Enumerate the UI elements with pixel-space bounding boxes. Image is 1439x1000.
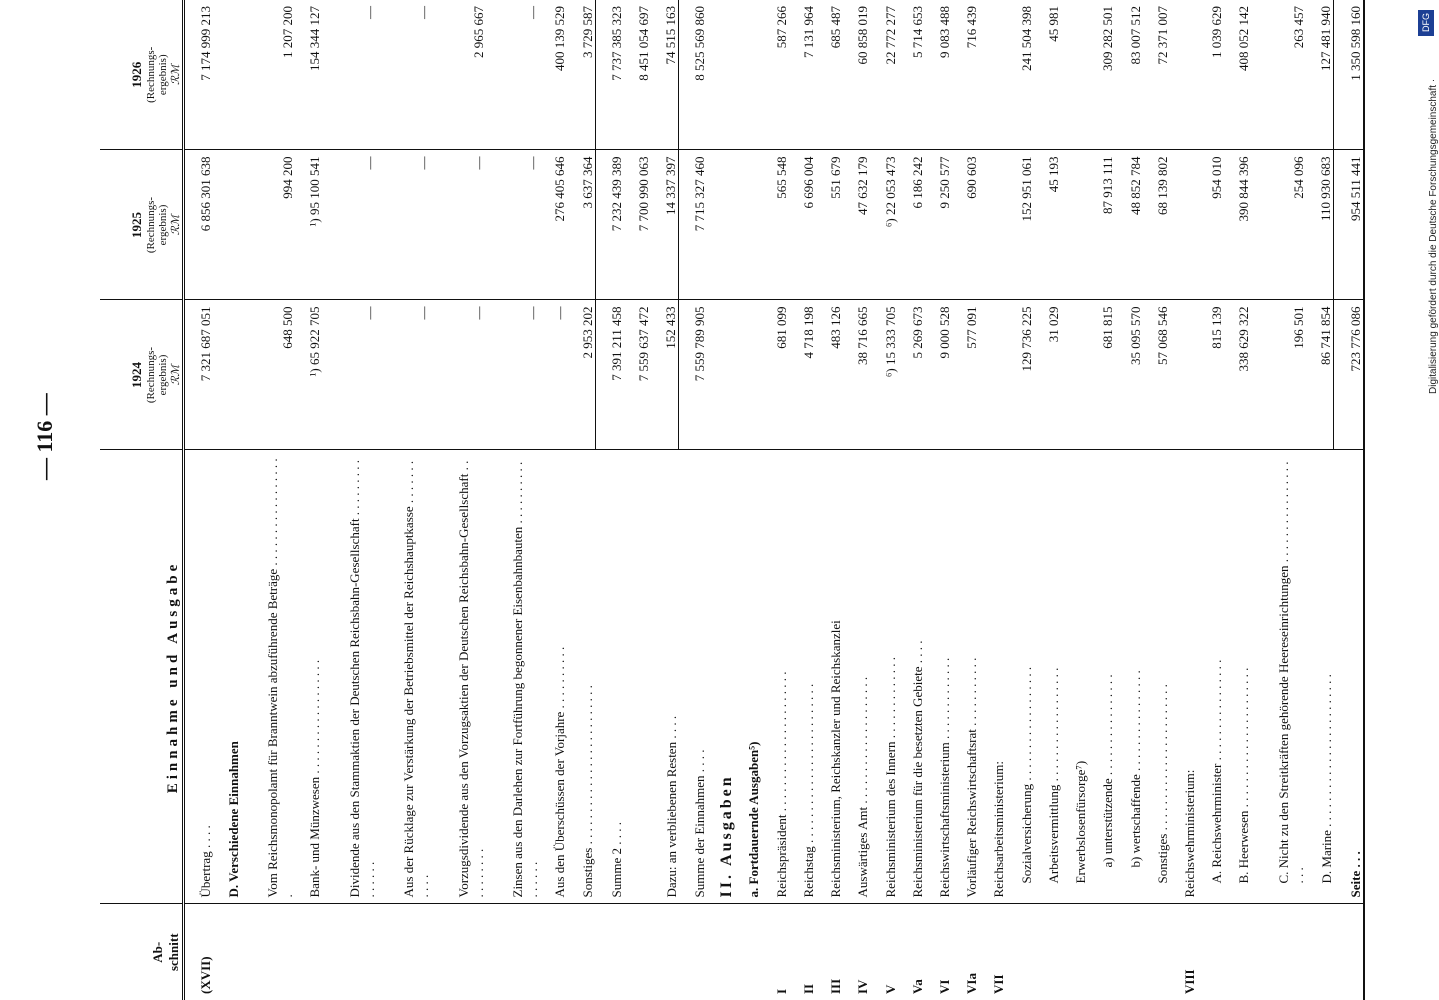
abschnitt-cell [1251, 904, 1305, 1000]
description-cell: a. Fortdauernde Ausgaben⁵) [734, 450, 761, 904]
value-cell-1924: — [540, 300, 567, 450]
abschnitt-cell [624, 904, 651, 1000]
table-row [952, 0, 979, 1000]
value-cell-1925: 565 548 [761, 150, 788, 300]
abschnitt-cell [595, 904, 623, 1000]
value-cell-1925: 390 844 396 [1224, 150, 1251, 300]
value-cell-1926: 263 457 [1251, 0, 1305, 150]
value-cell-1924: 5 269 673 [898, 300, 925, 450]
value-cell-1926: 22 772 277 [870, 0, 897, 150]
abschnitt-cell [1088, 904, 1115, 1000]
table-row [540, 0, 567, 1000]
value-cell-1925: 48 852 784 [1115, 150, 1142, 300]
value-cell-1924: 483 126 [816, 300, 843, 450]
description-cell: Dividende aus den Stammaktien der Deutschen Reichsbahn-Gesellschaft . . . . . . . . . . . . . . . [322, 450, 376, 904]
value-cell-1926: 8 525 569 860 [679, 0, 707, 150]
description-cell: Arbeitsvermittlung . . . . . . . . . . . . . . . . . . [1034, 450, 1061, 904]
description-cell: Summe 2 . . . . [595, 450, 623, 904]
value-cell-1926: 45 981 [1034, 0, 1061, 150]
year-sub: (Rechnungs- ergebnis) [145, 346, 169, 404]
table-row [213, 0, 240, 1000]
abschnitt-cell [431, 904, 485, 1000]
table-row [322, 0, 376, 1000]
table-row [816, 0, 843, 1000]
value-cell-1926: — [377, 0, 431, 150]
description-cell: Reichsarbeitsministerium: [979, 450, 1006, 904]
value-cell-1924 [1170, 300, 1197, 450]
value-cell-1926: 72 371 007 [1143, 0, 1170, 150]
value-cell-1924: 681 815 [1088, 300, 1115, 450]
value-cell-1925: ¹) 95 100 541 [295, 150, 322, 300]
value-cell-1926: 716 439 [952, 0, 979, 150]
currency-label: ℛℳ [170, 364, 182, 386]
description-cell: Auswärtiges Amt . . . . . . . . . . . . . . . . . . . . [843, 450, 870, 904]
description-cell: Aus der Rücklage zur Verstärkung der Betriebsmittel der Reichshauptkasse . . . . . . . . . . . [377, 450, 431, 904]
description-cell: Vom Reichsmonopolamt für Branntwein abzuführende Beträge . . . . . . . . . . . . . . . . . . [241, 450, 295, 904]
header-description: Einnahme und Ausgabe [100, 450, 184, 904]
value-cell-1926 [213, 0, 240, 150]
digitization-credit: Digitalisierung gefördert durch die Deutsche Forschungsgemeinschaft · [1428, 78, 1439, 394]
value-cell-1925: 7 232 439 389 [595, 150, 623, 300]
description-cell: B. Heerwesen . . . . . . . . . . . . . . . . . . . . . . [1224, 450, 1251, 904]
value-cell-1925: 551 679 [816, 150, 843, 300]
value-cell-1926 [707, 0, 734, 150]
value-cell-1926: 241 504 398 [1006, 0, 1033, 150]
value-cell-1925 [979, 150, 1006, 300]
value-cell-1924: ⁶) 15 333 705 [870, 300, 897, 450]
value-cell-1925: 954 010 [1197, 150, 1224, 300]
description-cell: Übertrag . . . . [184, 450, 214, 904]
value-cell-1924: 648 500 [241, 300, 295, 450]
value-cell-1926: 7 131 964 [789, 0, 816, 150]
description-cell: b) wertschaffende . . . . . . . . . . . . . . . . [1115, 450, 1142, 904]
value-cell-1925: 9 250 577 [925, 150, 952, 300]
abschnitt-cell [1143, 904, 1170, 1000]
value-cell-1924: 338 629 322 [1224, 300, 1251, 450]
value-cell-1924 [213, 300, 240, 450]
table-row [1334, 0, 1364, 1000]
table-header-row [100, 0, 184, 1000]
value-cell-1925: 87 913 111 [1088, 150, 1115, 300]
value-cell-1924: 57 068 546 [1143, 300, 1170, 450]
value-cell-1924: 35 095 570 [1115, 300, 1142, 450]
description-cell: Sozialversicherung . . . . . . . . . . . . . . . . . . [1006, 450, 1033, 904]
value-cell-1926: — [322, 0, 376, 150]
table-row [1170, 0, 1197, 1000]
value-cell-1924: 2 953 202 [567, 300, 595, 450]
value-cell-1926: 74 515 163 [651, 0, 679, 150]
value-cell-1926: 1 039 629 [1197, 0, 1224, 150]
abschnitt-cell [213, 904, 240, 1000]
description-cell: Seite . . . [1334, 450, 1364, 904]
value-cell-1925: 3 637 364 [567, 150, 595, 300]
value-cell-1924: — [431, 300, 485, 450]
value-cell-1924: 38 716 665 [843, 300, 870, 450]
abschnitt-cell: VIa [964, 973, 980, 994]
value-cell-1926: 154 344 127 [295, 0, 322, 150]
value-cell-1925: 994 200 [241, 150, 295, 300]
value-cell-1925: — [377, 150, 431, 300]
table-row [1306, 0, 1334, 1000]
value-cell-1926: 7 737 385 323 [595, 0, 623, 150]
abschnitt-cell [651, 904, 679, 1000]
value-cell-1926: 7 174 999 213 [184, 0, 214, 150]
description-cell: Reichswirtschaftsministerium . . . . . . . . . . . . . [925, 450, 952, 904]
table-row [843, 0, 870, 1000]
value-cell-1924: 7 321 687 051 [184, 300, 214, 450]
value-cell-1924: 86 741 854 [1306, 300, 1334, 450]
abschnitt-cell [295, 904, 322, 1000]
table-row [624, 0, 651, 1000]
abschnitt-cell [1306, 904, 1334, 1000]
table-body [184, 0, 1365, 1000]
table-row [184, 0, 214, 1000]
abschnitt-cell: IV [855, 979, 871, 994]
abschnitt-cell: VI [936, 979, 952, 994]
table-row [595, 0, 623, 1000]
description-cell: D. Verschiedene Einnahmen [213, 450, 240, 904]
abschnitt-cell [322, 904, 376, 1000]
value-cell-1926 [1170, 0, 1197, 150]
table-row [377, 0, 431, 1000]
abschnitt-cell: II [800, 983, 816, 994]
table-row [486, 0, 540, 1000]
value-cell-1924: — [486, 300, 540, 450]
header-year-1924 [100, 300, 184, 450]
description-cell: Reichsministerium für die besetzten Gebiete . . . . [898, 450, 925, 904]
description-cell: II. Ausgaben [707, 450, 734, 904]
value-cell-1925: 954 511 441 [1334, 150, 1364, 300]
description-cell [624, 450, 651, 904]
value-cell-1925 [213, 150, 240, 300]
currency-label: ℛℳ [170, 64, 182, 86]
value-cell-1926 [734, 0, 761, 150]
description-cell: a) unterstützende . . . . . . . . . . . . . . . . [1088, 450, 1115, 904]
table-row [1224, 0, 1251, 1000]
description-cell: Dazu: an verbliebenen Resten . . . . [651, 450, 679, 904]
value-cell-1925: 47 632 179 [843, 150, 870, 300]
table-row [567, 0, 595, 1000]
description-cell: D. Marine . . . . . . . . . . . . . . . . . . . . . . . . [1306, 450, 1334, 904]
abschnitt-cell [1006, 904, 1033, 1000]
value-cell-1926: 408 052 142 [1224, 0, 1251, 150]
value-cell-1926: 9 083 488 [925, 0, 952, 150]
value-cell-1926: 1 350 598 160 [1334, 0, 1364, 150]
description-cell: Reichsministerium, Reichskanzler und Reichskanzlei [816, 450, 843, 904]
currency-label: ℛℳ [170, 214, 182, 236]
abschnitt-cell: III [828, 978, 844, 994]
value-cell-1925: 6 856 301 638 [184, 150, 214, 300]
abschnitt-cell: VIII [1181, 969, 1197, 994]
description-cell: A. Reichswehrminister . . . . . . . . . . . . . . . . [1197, 450, 1224, 904]
value-cell-1924: 7 559 789 905 [679, 300, 707, 450]
value-cell-1925: 7 715 327 460 [679, 150, 707, 300]
value-cell-1924 [734, 300, 761, 450]
value-cell-1924: 577 091 [952, 300, 979, 450]
value-cell-1925 [1061, 150, 1088, 300]
value-cell-1925: 6 696 004 [789, 150, 816, 300]
value-cell-1924: 9 000 528 [925, 300, 952, 450]
description-cell: Reichspräsident . . . . . . . . . . . . . . . . . . . . . . [761, 450, 788, 904]
value-cell-1926 [979, 0, 1006, 150]
value-cell-1925 [1170, 150, 1197, 300]
description-cell: Sonstiges . . . . . . . . . . . . . . . . . . . . . . . [1143, 450, 1170, 904]
value-cell-1924: 31 029 [1034, 300, 1061, 450]
table-row [1061, 0, 1088, 1000]
value-cell-1926: — [486, 0, 540, 150]
abschnitt-cell [1334, 904, 1364, 1000]
table-row [1197, 0, 1224, 1000]
value-cell-1925: 7 700 990 063 [624, 150, 651, 300]
abschnitt-cell: (XVII) [198, 956, 214, 994]
value-cell-1925 [734, 150, 761, 300]
table-row [679, 0, 707, 1000]
abschnitt-cell [707, 904, 734, 1000]
value-cell-1925: — [322, 150, 376, 300]
value-cell-1926: 400 139 529 [540, 0, 567, 150]
description-cell: Vorläufiger Reichswirtschaftsrat . . . . . . . . . . . [952, 450, 979, 904]
abschnitt-cell [377, 904, 431, 1000]
value-cell-1925: 276 405 646 [540, 150, 567, 300]
value-cell-1924: 681 099 [761, 300, 788, 450]
abschnitt-cell [1224, 904, 1251, 1000]
value-cell-1924: ¹) 65 922 705 [295, 300, 322, 450]
budget-table-container [100, 0, 1365, 1000]
page-number: — 116 — [32, 393, 57, 480]
abschnitt-cell: V [882, 984, 898, 994]
value-cell-1924: 152 433 [651, 300, 679, 450]
abschnitt-cell [1034, 904, 1061, 1000]
value-cell-1924 [1061, 300, 1088, 450]
table-row [651, 0, 679, 1000]
value-cell-1924 [979, 300, 1006, 450]
table-row [1143, 0, 1170, 1000]
value-cell-1924: 815 139 [1197, 300, 1224, 450]
abschnitt-cell [1061, 904, 1088, 1000]
table-row [734, 0, 761, 1000]
budget-table [100, 0, 1365, 1000]
value-cell-1924: 196 501 [1251, 300, 1305, 450]
table-row [1034, 0, 1061, 1000]
abschnitt-cell [486, 904, 540, 1000]
year-sub: (Rechnungs- ergebnis) [145, 196, 169, 254]
table-row [295, 0, 322, 1000]
description-cell: Bank- und Münzwesen . . . . . . . . . . . . . . . . . . [295, 450, 322, 904]
value-cell-1925: 254 096 [1251, 150, 1305, 300]
description-cell: Aus den Überschüssen der Vorjahre . . . . . . . . . . [540, 450, 567, 904]
table-row [870, 0, 897, 1000]
table-row [431, 0, 485, 1000]
value-cell-1926: 1 207 200 [241, 0, 295, 150]
value-cell-1926: 309 282 501 [1088, 0, 1115, 150]
header-year-1926 [100, 0, 184, 150]
value-cell-1925: — [431, 150, 485, 300]
table-row [1251, 0, 1305, 1000]
value-cell-1925: 152 951 061 [1006, 150, 1033, 300]
value-cell-1924: — [377, 300, 431, 450]
value-cell-1925 [707, 150, 734, 300]
value-cell-1926: 8 451 054 697 [624, 0, 651, 150]
value-cell-1926: 83 007 512 [1115, 0, 1142, 150]
abschnitt-cell [734, 904, 761, 1000]
description-cell: Zinsen aus den Darlehen zur Fortführung begonnener Eisenbahnbauten . . . . . . . . . . . . . . . . [486, 450, 540, 904]
header-abschnitt: Ab- schnitt [100, 904, 184, 1000]
table-row [979, 0, 1006, 1000]
abschnitt-cell [567, 904, 595, 1000]
section-heading-row [707, 0, 734, 1000]
table-row [1006, 0, 1033, 1000]
value-cell-1926: 5 714 653 [898, 0, 925, 150]
header-year-1925 [100, 150, 184, 300]
abschnitt-cell: VII [991, 974, 1007, 994]
description-cell: Erwerbslosenfürsorge⁷) [1061, 450, 1088, 904]
table-row [898, 0, 925, 1000]
abschnitt-cell: I [773, 988, 789, 994]
table-row [1088, 0, 1115, 1000]
description-cell: Reichsministerium des Innern . . . . . . . . . . . . . [870, 450, 897, 904]
abschnitt-cell [1197, 904, 1224, 1000]
year-sub: (Rechnungs- ergebnis) [145, 46, 169, 103]
description-cell: Reichswehrministerium: [1170, 450, 1197, 904]
table-row [789, 0, 816, 1000]
value-cell-1924: 4 718 198 [789, 300, 816, 450]
description-cell: Vorzugsdividende aus den Vorzugsaktien der Deutschen Reichsbahn-Gesellschaft . . . . . . . . . . [431, 450, 485, 904]
year-label: 1925 [129, 212, 144, 238]
dfg-logo: DFG [1418, 10, 1434, 36]
abschnitt-cell [1115, 904, 1142, 1000]
value-cell-1925: 6 186 242 [898, 150, 925, 300]
abschnitt-cell: Va [909, 979, 925, 994]
value-cell-1926: 60 858 019 [843, 0, 870, 150]
value-cell-1926: 587 266 [761, 0, 788, 150]
value-cell-1926: 3 729 587 [567, 0, 595, 150]
value-cell-1924: 7 559 637 472 [624, 300, 651, 450]
description-cell: Sonstiges . . . . . . . . . . . . . . . . . . . . . . . . . [567, 450, 595, 904]
value-cell-1925: 14 337 397 [651, 150, 679, 300]
table-row [761, 0, 788, 1000]
table-row [925, 0, 952, 1000]
abschnitt-cell [679, 904, 707, 1000]
table-row [1115, 0, 1142, 1000]
value-cell-1924: 129 736 225 [1006, 300, 1033, 450]
value-cell-1925: 110 930 683 [1306, 150, 1334, 300]
abschnitt-cell [540, 904, 567, 1000]
value-cell-1925: 45 193 [1034, 150, 1061, 300]
year-label: 1926 [129, 61, 144, 88]
table-row [241, 0, 295, 1000]
value-cell-1924 [707, 300, 734, 450]
description-cell: C. Nicht zu den Streitkräften gehörende Heereseinrichtungen . . . . . . . . . . . . . . . . . . . [1251, 450, 1305, 904]
value-cell-1924: 723 776 086 [1334, 300, 1364, 450]
value-cell-1924: — [322, 300, 376, 450]
value-cell-1926 [1061, 0, 1088, 150]
value-cell-1925: 68 139 802 [1143, 150, 1170, 300]
value-cell-1926: 2 965 667 [431, 0, 485, 150]
description-cell: Reichstag . . . . . . . . . . . . . . . . . . . . . . . . . [789, 450, 816, 904]
value-cell-1924: 7 391 211 458 [595, 300, 623, 450]
value-cell-1925: 690 603 [952, 150, 979, 300]
description-cell: Summe der Einnahmen . . . . [679, 450, 707, 904]
value-cell-1926: 685 487 [816, 0, 843, 150]
value-cell-1925: — [486, 150, 540, 300]
value-cell-1926: 127 481 940 [1306, 0, 1334, 150]
value-cell-1925: ⁶) 22 053 473 [870, 150, 897, 300]
year-label: 1924 [129, 362, 144, 388]
abschnitt-cell [241, 904, 295, 1000]
